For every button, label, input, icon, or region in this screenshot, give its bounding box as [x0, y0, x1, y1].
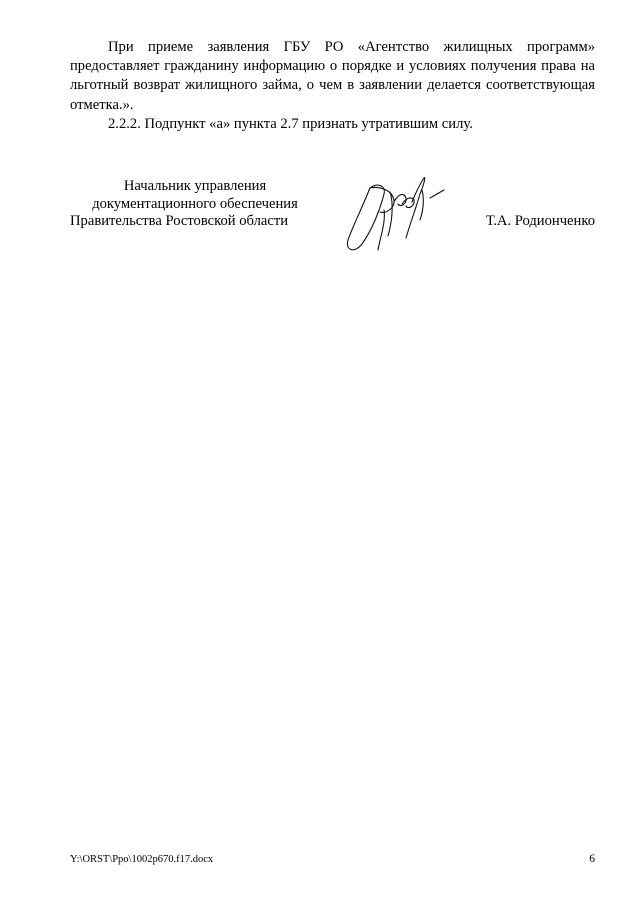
footer-file-path: Y:\ORST\Ppo\1002p670.f17.docx [70, 854, 214, 865]
signer-name: Т.А. Родионченко [485, 213, 595, 229]
document-body [70, 38, 595, 134]
signatory-title-line-2: документационного обеспечения [92, 195, 298, 212]
signatory-title [70, 178, 320, 231]
signatory-title-line-3: Правительства Ростовской области [70, 213, 289, 229]
body-paragraph-1: При приеме заявления ГБУ РО «Агентство жилищных программ» предоставляет гражданину информацию о порядке и условиях получения права на льготный возврат жилищного займа, о чем в заявлении делается соответствующая отметка.». [70, 39, 595, 113]
signatory-title-line-1: Начальник управления [123, 178, 267, 194]
body-paragraph-2: 2.2.2. Подпункт «а» пункта 2.7 признать утратившим силу. [108, 115, 473, 132]
page-number: 6 [589, 853, 595, 865]
handwritten-signature [340, 168, 455, 258]
